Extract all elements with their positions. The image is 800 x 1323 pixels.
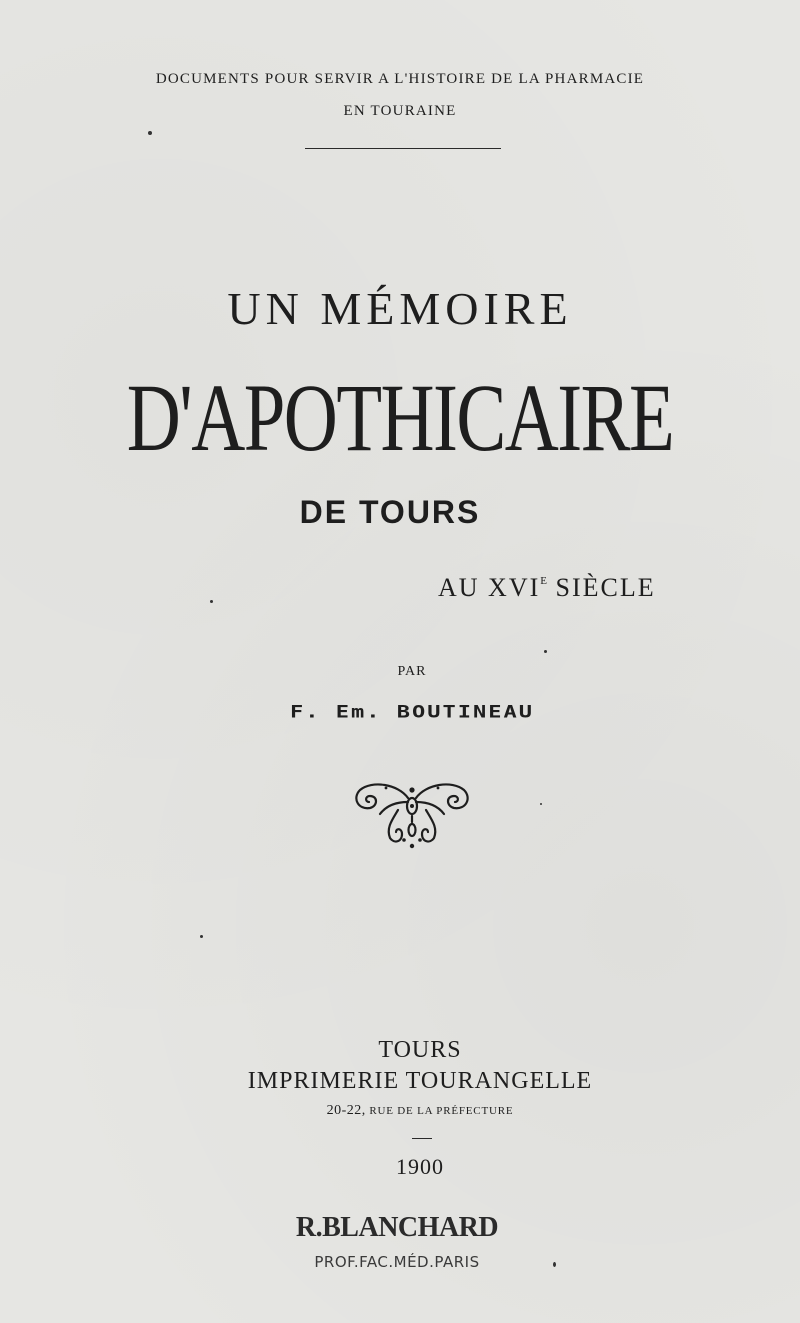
print-speck — [544, 650, 547, 653]
library-stamp-title: PROF.FAC.MÉD.PARIS — [314, 1253, 480, 1271]
print-speck — [210, 600, 213, 603]
address-street: RUE DE LA PRÉFECTURE — [365, 1105, 514, 1117]
imprint-printer: IMPRIMERIE TOURANGELLE — [247, 1068, 593, 1094]
series-title-line-2: EN TOURAINE — [343, 103, 457, 119]
print-speck — [540, 803, 542, 805]
imprint-dash — [412, 1138, 432, 1139]
imprint-address — [20, 1103, 800, 1119]
fleuron-ornament-icon — [350, 776, 474, 850]
title-line-2: D'APOTHICAIRE — [126, 364, 674, 471]
address-number: 20-22, — [326, 1103, 366, 1118]
century-rest: SIÈCLE — [547, 573, 656, 602]
century-main: AU XVI — [438, 573, 541, 602]
imprint-city: TOURS — [378, 1037, 462, 1063]
by-label: PAR — [397, 664, 427, 679]
series-title-line-1: DOCUMENTS POUR SERVIR A L'HISTOIRE DE LA PHARMACIE — [155, 71, 645, 87]
title-line-3: DE TOURS — [299, 494, 481, 530]
print-speck — [148, 131, 152, 135]
library-stamp-name: R.BLANCHARD — [295, 1212, 499, 1243]
print-speck — [200, 935, 203, 938]
print-speck — [553, 1262, 556, 1267]
subtitle-century — [438, 573, 656, 603]
title-line-1: UN MÉMOIRE — [227, 283, 573, 334]
header-rule — [305, 148, 501, 149]
century-superscript: E — [540, 575, 547, 587]
author-name: F. Em. BOUTINEAU — [290, 703, 534, 722]
imprint-year: 1900 — [396, 1154, 444, 1179]
